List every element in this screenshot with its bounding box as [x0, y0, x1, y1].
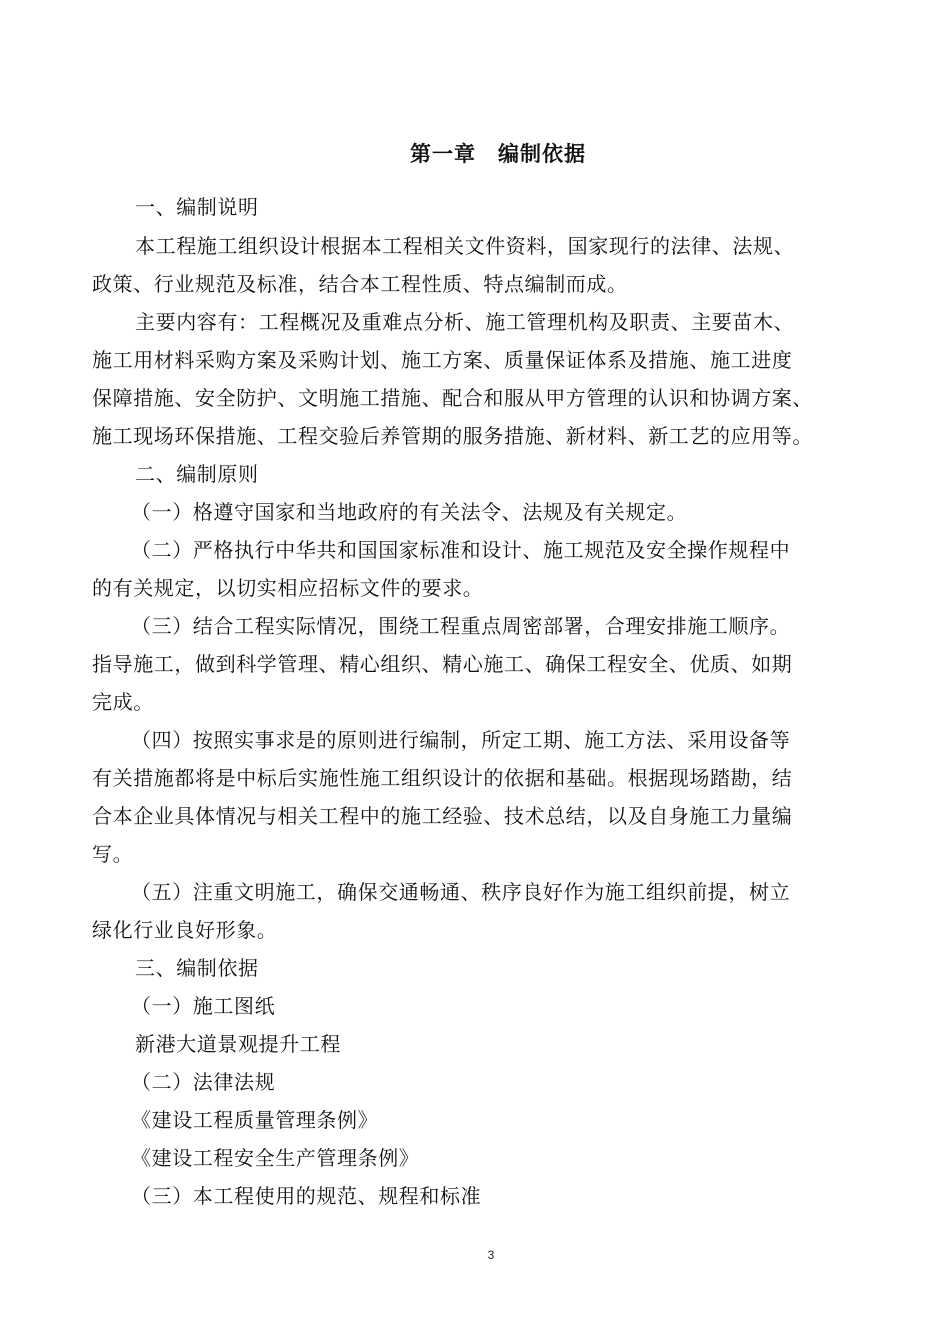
paragraph-line: 政策、行业规范及标准，结合本工程性质、特点编制而成。: [92, 272, 628, 296]
regulation-item: 《建设工程质量管理条例》: [131, 1108, 379, 1132]
paragraph-line: （二）严格执行中华共和国国家标准和设计、施工规范及安全操作规程中: [131, 538, 791, 562]
section-heading-explanation: 一、编制说明: [135, 195, 259, 219]
chapter-number: 第一章: [410, 142, 476, 166]
paragraph-line: 写。: [92, 842, 134, 866]
paragraph-line: （四）按照实事求是的原则进行编制，所定工期、施工方法、采用设备等: [131, 728, 791, 752]
paragraph-line: 有关措施都将是中标后实施性施工组织设计的依据和基础。根据现场踏勘，结: [92, 766, 793, 790]
section-heading-principles: 二、编制原则: [135, 462, 259, 486]
paragraph-line: 的有关规定，以切实相应招标文件的要求。: [92, 576, 484, 600]
subsection-heading: （三）本工程使用的规范、规程和标准: [131, 1184, 482, 1208]
section-heading-basis: 三、编制依据: [135, 956, 259, 980]
paragraph-line: 绿化行业良好形象。: [92, 918, 278, 942]
paragraph-line: （三）结合工程实际情况，围绕工程重点周密部署，合理安排施工顺序。: [131, 614, 791, 638]
paragraph-line: 本工程施工组织设计根据本工程相关文件资料，国家现行的法律、法规、: [135, 234, 795, 258]
page-number: 3: [487, 1248, 495, 1262]
paragraph-line: 合本企业具体情况与相关工程中的施工经验、技术总结，以及自身施工力量编: [92, 804, 793, 828]
paragraph-line: 主要内容有：工程概况及重难点分析、施工管理机构及职责、主要苗木、: [135, 310, 795, 334]
subsection-heading: （二）法律法规: [131, 1070, 276, 1094]
paragraph-line: （五）注重文明施工，确保交通畅通、秩序良好作为施工组织前提，树立: [131, 880, 791, 904]
paragraph-line: （一）格遵守国家和当地政府的有关法令、法规及有关规定。: [131, 500, 688, 524]
paragraph-line: 保障措施、安全防护、文明施工措施、配合和服从甲方管理的认识和协调方案、: [92, 386, 813, 410]
paragraph-line: 完成。: [92, 690, 154, 714]
paragraph-line: 新港大道景观提升工程: [135, 1032, 341, 1056]
regulation-item: 《建设工程安全生产管理条例》: [131, 1146, 420, 1170]
chapter-title: 编制依据: [498, 142, 586, 166]
paragraph-line: 指导施工，做到科学管理、精心组织、精心施工、确保工程安全、优质、如期: [92, 652, 793, 676]
chapter-heading: [0, 138, 950, 168]
paragraph-line: 施工用材料采购方案及采购计划、施工方案、质量保证体系及措施、施工进度: [92, 348, 793, 372]
paragraph-line: 施工现场环保措施、工程交验后养管期的服务措施、新材料、新工艺的应用等。: [92, 424, 813, 448]
subsection-heading: （一）施工图纸: [131, 994, 276, 1018]
